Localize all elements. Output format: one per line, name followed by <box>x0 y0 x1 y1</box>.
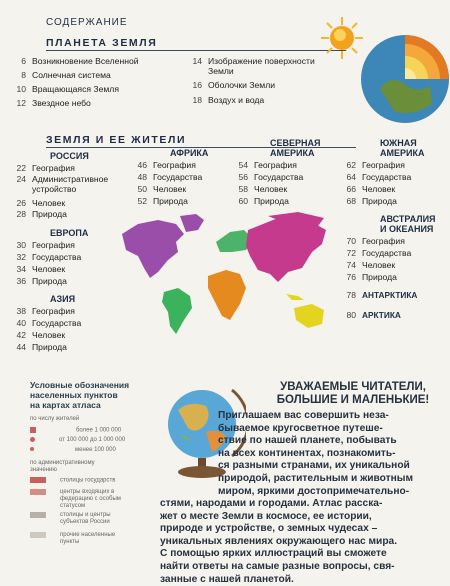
greeting-line: стями, народами и городами. Атлас расска- <box>160 498 383 509</box>
greeting-line: уникальных явлениях окружающего нас мира. <box>160 535 398 547</box>
greeting-line: занные с нашей планетой. <box>160 573 294 585</box>
toc-row[interactable]: 56 Государства <box>238 172 304 182</box>
earth-globe-icon <box>360 34 450 124</box>
toc-row[interactable]: 70 География <box>346 236 405 246</box>
region-south-america-title: ЮЖНАЯ АМЕРИКА <box>380 138 425 158</box>
australia-shape <box>294 304 324 328</box>
toc-row[interactable]: 44 Природа <box>16 342 67 352</box>
region-africa-title: АФРИКА <box>170 148 209 158</box>
greenland-shape <box>180 214 204 232</box>
toc-row[interactable]: 58 Человек <box>238 184 288 194</box>
greeting-line: природе и устройстве, о земных чудесах – <box>160 523 378 535</box>
toc-row[interactable]: 74 Человек <box>346 260 396 270</box>
toc-row[interactable]: 26 Человек <box>16 198 66 208</box>
toc-row[interactable]: 14 Изображение поверхности Земли <box>192 56 315 76</box>
toc-row[interactable]: 68 Природа <box>346 196 397 206</box>
legend-panel <box>0 380 130 566</box>
legend-subtitle-2: по административному значению <box>30 460 95 473</box>
region-australia-title: АВСТРАЛИЯ И ОКЕАНИЯ <box>380 214 436 234</box>
toc-row[interactable]: 6 Возникновение Вселенной <box>21 56 139 66</box>
legend-title-2: населенных пунктов <box>30 390 118 400</box>
page-title: СОДЕРЖАНИЕ <box>46 17 128 28</box>
toc-row[interactable]: 18 Воздух и вода <box>192 95 265 105</box>
greeting-line: жет о месте Земли в космосе, ее истории, <box>160 510 372 522</box>
toc-row[interactable]: 42 Человек <box>16 330 66 340</box>
indonesia-shape <box>286 294 304 300</box>
legend-title-1: Условные обозначения <box>30 380 130 390</box>
greeting-line: С помощью ярких иллюстраций вы сможете <box>160 548 387 560</box>
legend-subtitle: по числу жителей <box>30 416 80 422</box>
legend-row: от 100 000 до 1 000 000 <box>30 437 125 444</box>
toc-row[interactable]: 48 Государства <box>137 172 203 182</box>
legend-row: столицы государств <box>30 477 115 485</box>
greeting-line: на всех континентах, познакомить- <box>218 447 396 459</box>
region-north-america-title: СЕВЕРНАЯ АМЕРИКА <box>270 138 321 158</box>
region-europe-title: ЕВРОПА <box>50 228 89 238</box>
toc-row[interactable]: 72 Государства <box>346 248 412 258</box>
sun-icon <box>320 16 364 60</box>
legend-row: более 1 000 000 <box>30 427 121 435</box>
south-america-shape <box>162 288 192 334</box>
greeting-line: ся разными странами, их уникальной <box>218 460 410 472</box>
north-america-shape <box>122 220 184 278</box>
greeting-paragraph-wide <box>160 498 448 586</box>
toc-row[interactable]: 54 География <box>238 160 297 170</box>
toc-row[interactable]: 32 Государства <box>16 252 82 262</box>
greeting-line: Приглашаем вас совершить неза- <box>218 410 389 421</box>
legend-row: центры входящих в федерацию с особым статусом <box>30 489 130 510</box>
toc-row[interactable]: 60 Природа <box>238 196 289 206</box>
toc-row[interactable]: 66 Человек <box>346 184 396 194</box>
region-russia-title: РОССИЯ <box>50 151 89 161</box>
toc-row[interactable]: 52 Природа <box>137 196 188 206</box>
toc-row[interactable]: 62 География <box>346 160 405 170</box>
toc-row[interactable]: 40 Государства <box>16 318 82 328</box>
greeting-paragraph <box>218 410 448 498</box>
toc-row[interactable]: 30 География <box>16 240 75 250</box>
toc-row[interactable]: 38 География <box>16 306 75 316</box>
greeting-heading: УВАЖАЕМЫЕ ЧИТАТЕЛИ, БОЛЬШИЕ И МАЛЕНЬКИЕ! <box>276 381 430 406</box>
toc-row[interactable]: 16 Оболочки Земли <box>192 80 276 90</box>
toc-row[interactable]: 24 Административное устройство <box>16 174 109 194</box>
legend-row: столицы и центры субъектов России <box>30 512 130 526</box>
greeting-line: найти ответы на самые разные вопросы, свя- <box>160 560 395 572</box>
section-planet-rule <box>46 50 346 51</box>
greeting-line: миром, яркими достопримечательно- <box>218 485 410 497</box>
toc-row[interactable]: 76 Природа <box>346 272 397 282</box>
toc-row-arctic[interactable]: 80 АРКТИКА <box>346 310 401 320</box>
toc-row[interactable]: 46 География <box>137 160 196 170</box>
region-asia-title: АЗИЯ <box>50 294 76 304</box>
asia-shape <box>246 218 326 282</box>
world-map <box>118 212 332 340</box>
africa-shape <box>208 270 246 320</box>
greeting-line: ствие по нашей планете, побывать <box>218 435 397 447</box>
greeting-line: природой, растительным и животным <box>218 472 414 484</box>
toc-row[interactable]: 10 Вращающаяся Земля <box>16 84 119 94</box>
toc-row[interactable]: 8 Солнечная система <box>21 70 111 80</box>
toc-row[interactable]: 12 Звездное небо <box>16 98 91 108</box>
legend-title-3: на картах атласа <box>30 400 101 410</box>
toc-row[interactable]: 64 Государства <box>346 172 412 182</box>
toc-row[interactable]: 36 Природа <box>16 276 67 286</box>
legend-row: менее 100 000 <box>30 447 116 454</box>
toc-row[interactable]: 50 Человек <box>137 184 187 194</box>
toc-row[interactable]: 28 Природа <box>16 209 67 219</box>
greeting-line: бываемое кругосветное путеше- <box>218 422 383 434</box>
section-planet-title: ПЛАНЕТА ЗЕМЛЯ <box>46 37 158 49</box>
toc-row[interactable]: 22 География <box>16 163 75 173</box>
toc-row-antarctica[interactable]: 78 АНТАРКТИКА <box>346 290 418 300</box>
section-earth-title: ЗЕМЛЯ И ЕЕ ЖИТЕЛИ <box>46 134 187 146</box>
toc-row[interactable]: 34 Человек <box>16 264 66 274</box>
legend-row: прочие населенные пункты <box>30 532 130 546</box>
